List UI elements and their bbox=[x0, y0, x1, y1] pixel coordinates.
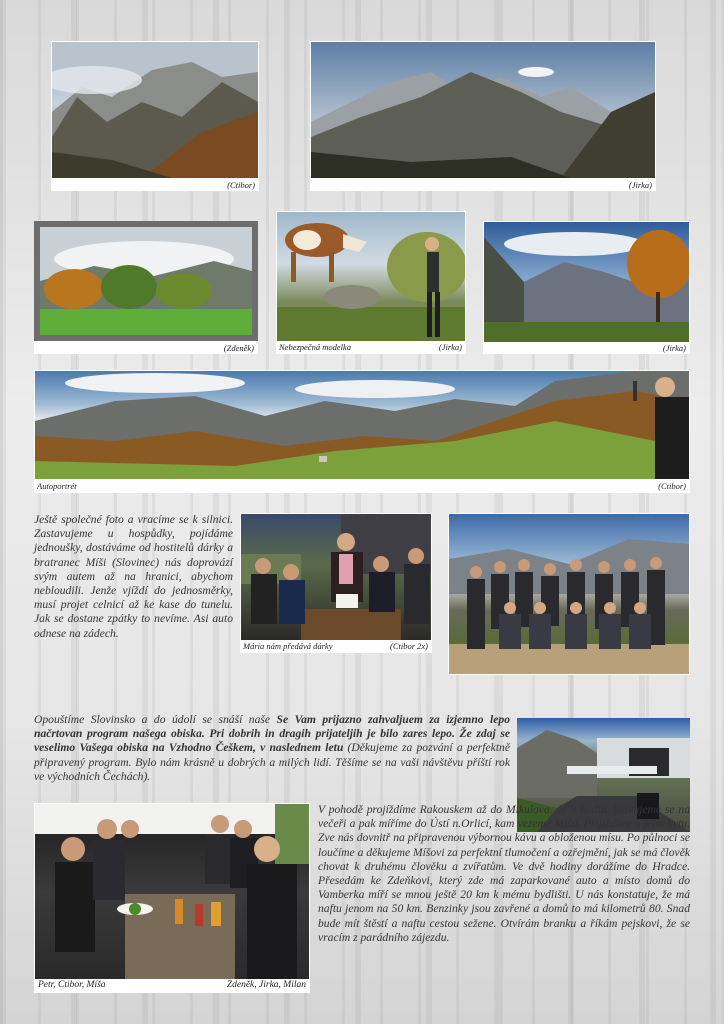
photo-credit: (Jirka) bbox=[628, 180, 652, 190]
slovenian-farewell-message: Se Vam prijazno zahvaljuem za izjemno lepo načrtovan program našega obiska. Pri dobrih in dragih prijateljih je bilo zares lepo. Že zdaj se veselimo Vašega obiska na Vzhodno Češkem, v naslednem letu bbox=[34, 713, 511, 755]
photo-credit: (Ctibor 2x) bbox=[389, 641, 428, 651]
dinner-image bbox=[35, 804, 309, 979]
paragraph-2-lead: Opouštíme Slovinsko a do údolí se snáší naše bbox=[34, 713, 277, 726]
photo-group bbox=[449, 514, 689, 674]
czech-translation: (Děkujeme za pozvání a perfektně připravený program. Bylo nám krásně u dobrých a milých lidí. Těšíme se na vaši návštěvu příští rok ve východních Čechách). bbox=[34, 741, 510, 783]
valley-tree-image bbox=[484, 222, 689, 342]
group-image bbox=[449, 514, 689, 674]
photo-frame-cow bbox=[276, 211, 466, 354]
mountain-ridges-image bbox=[311, 42, 655, 178]
story-paragraph-3: V pohodě projíždíme Rakouskem až do Mikulova. Je 9 hodin. Stavujeme se na večeři a pak míříme do Ústí n.Orlicí, kam vezeme Míšu. Přijíždíme k jeho bytu. Zve nás dovnitř na připravenou výbornou kávu a obloženou mísu. Po půlnoci se loučíme a děkujeme Míšovi za perfektní tlumočení a ozřejmění, jak se má člověk chovat k druhému člověku a zvířatům. Ve dvě hodiny dorážíme do Hradce. Přesedám ke Zdeňkovi, který zde má zaparkované auto a místo domů do Vamberka míří se mnou ještě 20 km k mému bydlišti. U nás konstatuje, že má naftu jenom na 50 km. Benzinky jsou zavřené a domů to má kilometrů 80. Snad bude mít štěstí a naftu cestou sežene. Otvírám branku a říkám pejskovi, že se vracím z parádního zájezdu. bbox=[318, 803, 690, 944]
photo-credit: (Jirka) bbox=[662, 343, 686, 353]
photo-cow bbox=[277, 212, 465, 341]
photo-frame-panorama bbox=[34, 370, 690, 493]
photo-valley-tree bbox=[484, 222, 689, 342]
photo-title: Mária nám předává dárky bbox=[243, 641, 333, 651]
photo-frame-valley-tree bbox=[483, 221, 690, 354]
photo-mountains-clouds bbox=[52, 42, 258, 178]
photo-panorama bbox=[35, 371, 689, 479]
photo-frame-group bbox=[448, 513, 690, 675]
photo-mountain-ridges bbox=[311, 42, 655, 178]
photo-frame-dinner bbox=[34, 803, 310, 993]
gifts-image bbox=[241, 514, 431, 640]
photo-names-right: Zdeněk, Jirka, Milan bbox=[226, 980, 306, 990]
photo-frame-mountain-ridges bbox=[310, 41, 656, 191]
photo-credit: (Ctibor) bbox=[658, 481, 686, 491]
photo-frame-meadow bbox=[34, 221, 258, 354]
photo-credit: (Ctibor) bbox=[227, 180, 255, 190]
photo-title: Autoportrét bbox=[37, 481, 77, 491]
story-paragraph-1: Ještě společné foto a vracíme se k silnici. Zastavujeme u hospůdky, pojídáme jednoušky, dostáváme od hostitelů dárky a bratranec Míši (Slovinec) nás doprovází svým autem až na hranici, abychom nebloudili. Jenže vjíždí do jednosměrky, musí projet celnicí až ke kase do tunelu. Jak se dostane zpátky to nevíme. Asi auto odnese na zádech. bbox=[34, 513, 233, 640]
photo-credit: (Jirka) bbox=[438, 342, 462, 352]
photo-frame-gifts bbox=[240, 513, 432, 653]
photo-gifts bbox=[241, 514, 431, 640]
panorama-image bbox=[35, 371, 689, 479]
story-paragraph-2 bbox=[34, 713, 510, 784]
photo-dinner bbox=[35, 804, 309, 979]
photo-meadow bbox=[34, 221, 258, 341]
photo-credit: (Zdeněk) bbox=[223, 343, 254, 353]
photo-title: Nebezpečná modelka bbox=[279, 342, 351, 352]
meadow-image bbox=[34, 221, 258, 341]
photo-frame-mountains-clouds bbox=[51, 41, 259, 191]
cow-image bbox=[277, 212, 465, 341]
mountain-landscape-image bbox=[52, 42, 258, 178]
photo-names-left: Petr, Ctibor, Míša bbox=[38, 980, 106, 990]
